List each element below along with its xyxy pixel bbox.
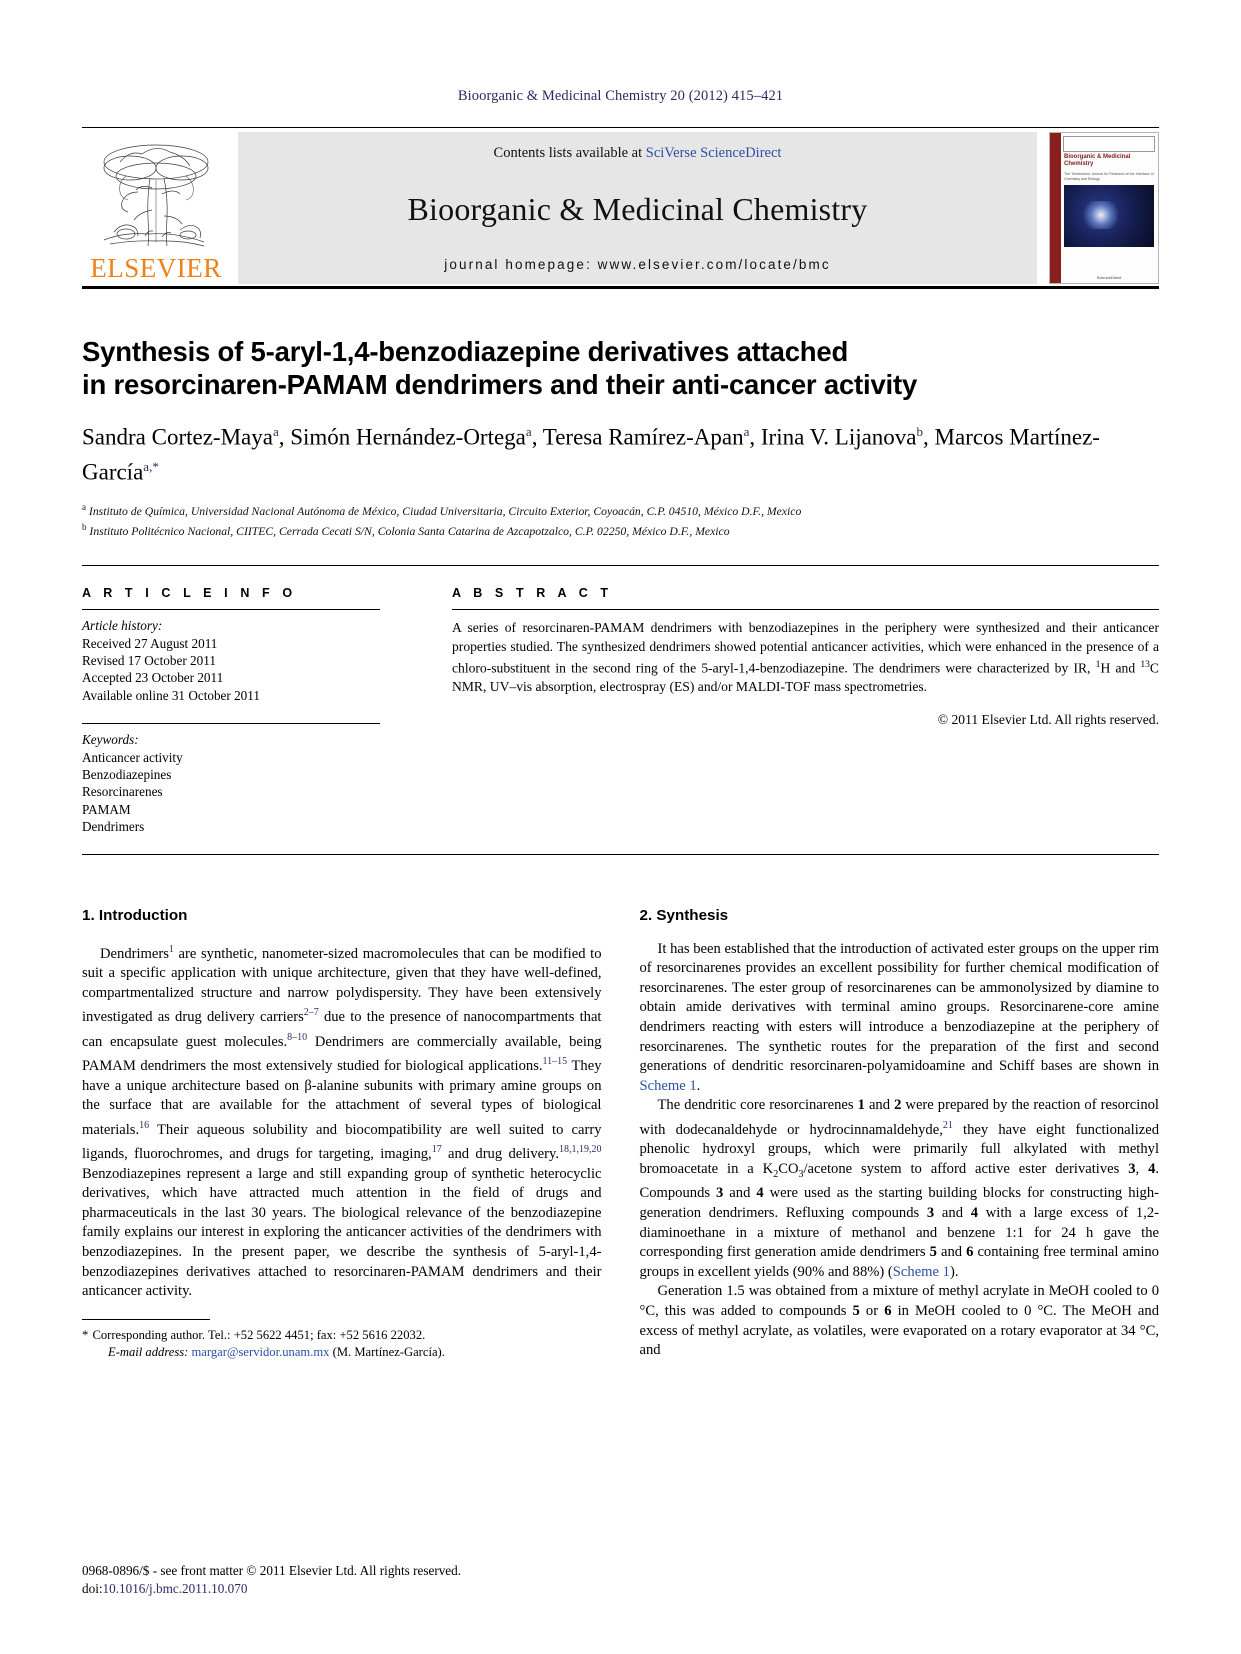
synthesis-text: in MeOH cooled to 0 °C. The MeOH and excess of methyl acrylate, as volatiles, were evaporated on a rotary evaporator at 34 °C, and <box>639 1303 1159 1359</box>
section-heading-synthesis: 2. Synthesis <box>639 906 729 924</box>
doi-link[interactable]: 10.1016/j.bmc.2011.10.070 <box>102 1581 248 1596</box>
synthesis-text: were prepared by the reaction of resorcinol with dodecanaldehyde or hydrocinnamaldehyde, <box>639 1097 1159 1138</box>
history-item: Accepted 23 October 2011 <box>82 670 224 686</box>
info-abstract-row <box>82 565 1159 835</box>
contents-available-line <box>494 145 782 162</box>
synthesis-text: and <box>723 1185 757 1202</box>
cover-title: Bioorganic & Medicinal Chemistry <box>1064 154 1131 168</box>
compound-label: 4 <box>970 1205 979 1222</box>
doi-prefix: doi: <box>82 1581 103 1596</box>
compound-label: 3 <box>716 1185 724 1202</box>
synthesis-paragraph-2 <box>640 1096 1160 1282</box>
synthesis-text: /acetone system to afford active ester derivatives <box>803 1160 1129 1177</box>
compound-label: 3 <box>926 1205 935 1222</box>
elsevier-tree-icon <box>90 136 222 254</box>
imprint-block <box>82 1562 461 1598</box>
title-line-2: in resorcinaren-PAMAM dendrimers and their anti-cancer activity <box>82 369 918 400</box>
body-columns <box>82 907 1159 1361</box>
compound-label: 1 <box>857 1097 865 1114</box>
affiliations <box>82 500 1159 539</box>
article-history-block <box>82 610 380 704</box>
compound-label: 4 <box>1148 1160 1156 1177</box>
footnote-area <box>82 1319 602 1361</box>
synthesis-text: were used as the starting building blocks for constructing high-generation dendrimers. Refluxing compounds <box>639 1185 1159 1222</box>
abstract-part-3: C NMR, UV–vis absorption, electrospray (ES) and/or MALDI-TOF mass spectrometries. <box>452 660 1159 695</box>
article-info-heading: A R T I C L E I N F O <box>82 586 297 601</box>
synthesis-text: It has been established that the introduction of activated ester groups on the upper rim of resorcinarenes provides an excellent possibility for further chemical modification of resorcinarenes. The ester group of resorcinarenes can be ammonolysized by diamine to obtain amide derivatives with terminal amino groups. Resorcinarene-core amine dendrimers reacting with esters will introduce a benzodiazepine at the periphery of resorcinarenes. The synthetic routes for the preparation of the first and second generations of dendritic resorcinaren-polyamidoamine and Schiff bases are shown in <box>639 940 1159 1075</box>
introduction-paragraph <box>82 940 602 1302</box>
page-title <box>82 335 1159 401</box>
affiliation-mark: a <box>82 502 86 513</box>
author-sep: , <box>531 424 543 450</box>
abstract-sup-1h: 1 <box>1095 659 1101 671</box>
masthead-top-rule <box>82 127 1159 128</box>
author-list <box>82 417 1159 486</box>
sciencedirect-link[interactable]: SciVerse ScienceDirect <box>645 145 782 161</box>
citation-ref: 2–7 <box>303 1007 319 1019</box>
compound-label: 6 <box>966 1244 974 1261</box>
intro-text: Benzodiazepines represent a large and still expanding group of synthetic heterocyclic derivatives, which have attracted much attention in the field of drugs and pharmaceuticals in the last 30 years. The biological relevance of the benzodiazepine family explains our interest in exploring the anticancer activities of the dendrimers with benzodiazepines. In the present paper, we describe the synthesis of 5-aryl-1,4-benzodiazepines derivatives attached to resorcinaren-PAMAM dendrimers and their anticancer activity. <box>82 1165 602 1300</box>
corresponding-author-text: Corresponding author. Tel.: +52 5622 4451; fax: +52 5616 22032. <box>92 1327 426 1342</box>
info-spacer <box>82 704 380 723</box>
cover-artwork <box>1064 185 1154 247</box>
synthesis-text: and <box>934 1205 971 1222</box>
journal-title: Bioorganic & Medicinal Chemistry <box>407 191 868 227</box>
synthesis-paragraph-3 <box>640 1282 1160 1360</box>
cover-subtitle: The Tetrahedron Journal for Research at the Interface of Chemistry and Biology <box>1064 172 1154 181</box>
intro-text: due to the presence of nanocompartments that can encapsulate guest molecules. <box>82 1009 602 1050</box>
keyword-item: Benzodiazepines <box>82 766 172 782</box>
synthesis-text: Generation 1.5 was obtained from a mixture of methyl acrylate in MeOH cooled to 0 °C, this was added to compounds <box>639 1283 1159 1320</box>
citation-ref: 11–15 <box>542 1056 568 1068</box>
abstract-heading: A B S T R A C T <box>452 586 613 601</box>
compound-label: 5 <box>929 1244 937 1261</box>
scheme-link[interactable]: Scheme 1 <box>892 1263 950 1280</box>
footnote-rule <box>82 1319 210 1320</box>
affiliation-mark: b <box>82 521 87 532</box>
author-name: Irina V. Lijanova <box>760 424 917 450</box>
affiliation-text: Instituto Politécnico Nacional, CIITEC, Cerrada Cecati S/N, Colonia Santa Catarina de Azcapotzalco, C.P. 02250, México D.F., Mexico <box>89 524 730 538</box>
doi-line <box>82 1580 461 1598</box>
journal-homepage[interactable]: journal homepage: www.elsevier.com/locate/bmc <box>444 257 831 272</box>
abstract-sup-13c: 13 <box>1140 659 1150 671</box>
running-head: Bioorganic & Medicinal Chemistry 20 (2012) 415–421 <box>457 88 784 104</box>
synthesis-text: with a large excess of 1,2-diaminoethane in a mixture of methanol and benzene 1:1 for 24 h gave the corresponding first generation amide dendrimers <box>639 1205 1160 1261</box>
abstract-part-1: A series of resorcinaren-PAMAM dendrimers with benzodiazepines in the periphery were synthesized and their anticancer properties studied. The synthesized dendrimers showed potential anticancer activities, which were enhanced in the presence of a chloro-substituent in the second ring of the 5-aryl-1,4-benzodiazepine. The dendrimers were characterized by IR, <box>452 620 1159 676</box>
elsevier-wordmark: ELSEVIER <box>90 253 222 283</box>
cover-footer: ScienceDirect <box>1096 275 1122 280</box>
elsevier-logo <box>82 132 230 284</box>
synthesis-text: . <box>696 1077 701 1094</box>
synthesis-text: , <box>1135 1160 1149 1177</box>
citation-ref: 21 <box>942 1119 953 1131</box>
cover-spine <box>1050 133 1061 283</box>
compound-label: 5 <box>852 1303 860 1320</box>
history-item: Available online 31 October 2011 <box>82 687 260 703</box>
synthesis-text: . Compounds <box>639 1160 1160 1202</box>
title-line-1: Synthesis of 5-aryl-1,4-benzodiazepine derivatives attached <box>82 336 849 367</box>
journal-banner <box>238 132 1037 284</box>
cover-logo-box <box>1063 136 1155 152</box>
citation-ref: 1 <box>168 943 174 955</box>
formula-subscript: 3 <box>798 1168 804 1180</box>
citation-ref: 16 <box>139 1119 150 1131</box>
abstract-text <box>452 610 1159 697</box>
citation-ref: 8–10 <box>287 1031 308 1043</box>
abstract-copyright: © 2011 Elsevier Ltd. All rights reserved. <box>937 712 1159 727</box>
author-affil-mark: a,* <box>143 458 159 474</box>
history-item: Revised 17 October 2011 <box>82 652 216 668</box>
author-affil-mark: a <box>525 424 532 439</box>
email-label: E-mail address: <box>108 1344 189 1359</box>
compound-label: 2 <box>894 1097 902 1114</box>
intro-text: Their aqueous solubility and biocompatibility are well suited to carry ligands, fluorochromes, and drugs for targeting, imaging, <box>82 1121 602 1163</box>
synthesis-text: and <box>864 1097 895 1114</box>
masthead-bottom-rule <box>82 286 1159 289</box>
synthesis-text: or <box>859 1303 885 1320</box>
synthesis-text: CO <box>778 1160 799 1177</box>
compound-label: 3 <box>1128 1160 1136 1177</box>
author-affil-mark: a <box>743 424 750 439</box>
author-name: Sandra Cortez-Maya <box>82 424 273 450</box>
compound-label: 4 <box>756 1185 764 1202</box>
history-item: Received 27 August 2011 <box>82 635 218 651</box>
keyword-item: Dendrimers <box>82 819 145 835</box>
affiliation-b <box>82 520 1159 539</box>
affiliation-text: Instituto de Química, Universidad Nacional Autónoma de México, Ciudad Universitaria, Circuito Exterior, Coyoacán, C.P. 04510, México D.F., Mexico <box>88 505 802 519</box>
citation-ref: 17 <box>431 1144 442 1156</box>
column-right <box>640 907 1160 1361</box>
article-history-label: Article history: <box>82 618 163 634</box>
synthesis-text: and <box>936 1244 967 1261</box>
email-owner: (M. Martínez-García). <box>332 1344 445 1359</box>
column-left <box>82 907 602 1361</box>
keywords-block <box>82 724 380 835</box>
author-affil-mark: a <box>272 424 279 439</box>
author-name: Simón Hernández-Ortega <box>290 424 526 450</box>
email-link[interactable]: margar@servidor.unam.mx <box>191 1344 330 1359</box>
email-note <box>82 1344 602 1361</box>
imprint-line: 0968-0896/$ - see front matter © 2011 Elsevier Ltd. All rights reserved. <box>82 1563 462 1578</box>
author-sep: , <box>749 424 761 450</box>
compound-label: 6 <box>884 1303 892 1320</box>
article-info-column <box>82 566 402 835</box>
synthesis-text: The dendritic core resorcinarenes <box>657 1097 858 1114</box>
intro-text: are synthetic, nanometer-sized macromolecules that can be modified to suit a specific application with unique architecture, given that they have well-defined, compartmentalized structure and narrow polydispersity. They have been extensively investigated as drug delivery carriers <box>82 945 602 1026</box>
journal-cover-thumbnail <box>1049 132 1159 284</box>
formula-subscript: 2 <box>773 1168 779 1180</box>
contents-prefix: Contents lists available at <box>493 145 646 161</box>
intro-text: and drug delivery. <box>441 1146 559 1163</box>
synthesis-paragraph-1 <box>640 940 1160 1097</box>
intro-text: Dendrimers are commercially available, being PAMAM dendrimers the most extensively studied for biological applications. <box>82 1033 602 1074</box>
scheme-link[interactable]: Scheme 1 <box>639 1077 697 1094</box>
author-sep: , <box>923 424 935 450</box>
intro-text: They have a unique architecture based on β-alanine subunits with primary amine groups on the surface that are available for the attachment of several types of biological materials. <box>82 1057 602 1138</box>
keywords-label: Keywords: <box>82 732 139 748</box>
author-sep: , <box>278 424 291 450</box>
info-abstract-bottom-rule <box>82 854 1159 855</box>
author-name: Teresa Ramírez-Apan <box>542 424 744 450</box>
keyword-item: Resorcinarenes <box>82 784 163 800</box>
synthesis-text: they have eight functionalized phenolic hydroxyl groups, which were primarily full alkylated with methyl bromoacetate in a K <box>639 1121 1159 1177</box>
keyword-item: Anticancer activity <box>82 749 183 765</box>
corresponding-author-note <box>82 1327 602 1344</box>
journal-masthead <box>0 127 1241 289</box>
author-name: Marcos Martínez-García <box>82 424 1100 485</box>
author-affil-mark: b <box>916 424 924 439</box>
synthesis-text: containing free terminal amino groups in excellent yields (90% and 88%) ( <box>639 1244 1159 1280</box>
synthesis-text: ). <box>949 1263 959 1280</box>
citation-ref: 18,1,19,20 <box>559 1144 602 1156</box>
abstract-column <box>402 566 1159 835</box>
affiliation-a <box>82 500 1159 519</box>
footnote-star: * <box>82 1327 90 1342</box>
intro-text: Dendrimers <box>100 945 169 962</box>
abstract-part-2: H and <box>1100 660 1141 676</box>
section-heading-introduction: 1. Introduction <box>82 906 188 924</box>
keyword-item: PAMAM <box>82 801 131 817</box>
